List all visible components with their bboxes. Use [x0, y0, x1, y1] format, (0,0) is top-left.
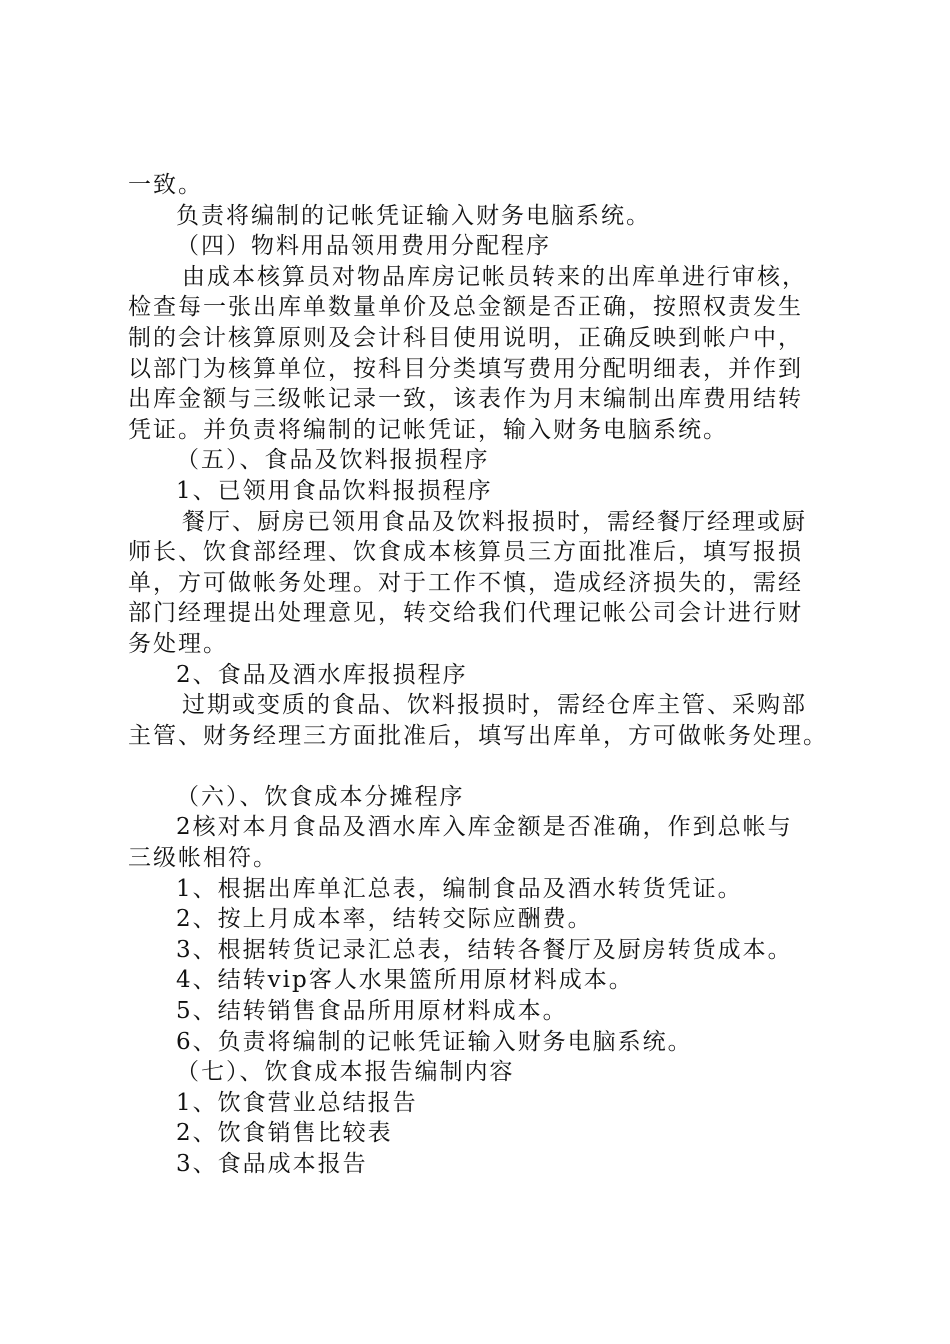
- list-item: 3、食品成本报告: [176, 1151, 368, 1177]
- list-item: 1、饮食营业总结报告: [176, 1089, 418, 1116]
- paragraph-line: 主管、财务经理三方面批准后，填写出库单，方可做帐务处理。: [128, 722, 828, 749]
- paragraph-line: 2核对本月食品及酒水库入库金额是否准确，作到总帐与: [176, 814, 793, 841]
- list-item: 1、根据出库单汇总表，编制食品及酒水转货凭证。: [176, 875, 743, 902]
- paragraph-line: 负责将编制的记帐凭证输入财务电脑系统。: [176, 202, 651, 229]
- paragraph-line: 务处理。: [128, 630, 228, 657]
- list-item: 3、根据转货记录汇总表，结转各餐厅及厨房转货成本。: [176, 936, 793, 963]
- paragraph-line: 餐厅、厨房已领用食品及饮料报损时，需经餐厅经理或厨: [182, 508, 807, 535]
- paragraph-line: 由成本核算员对物品库房记帐员转来的出库单进行审核，: [182, 263, 807, 290]
- paragraph-line: 凭证。并负责将编制的记帐凭证，输入财务电脑系统。: [128, 416, 728, 443]
- list-item: 2、饮食销售比较表: [176, 1120, 393, 1147]
- paragraph-line: 检查每一张出库单数量单价及总金额是否正确，按照权责发生: [128, 294, 803, 321]
- section-heading: （四）物料用品领用费用分配程序: [176, 233, 551, 260]
- list-item: 2、按上月成本率，结转交际应酬费。: [176, 906, 593, 933]
- paragraph-line: 过期或变质的食品、饮料报损时，需经仓库主管、采购部: [182, 692, 807, 719]
- paragraph-line: 一致。: [128, 172, 203, 198]
- list-item: 4、结转vip客人水果篮所用原材料成本。: [176, 967, 634, 994]
- paragraph-line: 制的会计核算原则及会计科目使用说明，正确反映到帐户中，: [128, 324, 803, 351]
- paragraph-line: 三级帐相符。: [128, 845, 278, 872]
- paragraph-line: 单，方可做帐务处理。对于工作不慎，造成经济损失的，需经: [128, 569, 803, 596]
- paragraph-line: 师长、饮食部经理、饮食成本核算员三方面批准后，填写报损: [128, 539, 803, 566]
- section-heading: （七）、饮食成本报告编制内容: [176, 1059, 515, 1086]
- list-item: 6、负责将编制的记帐凭证输入财务电脑系统。: [176, 1028, 693, 1055]
- paragraph-line: 部门经理提出处理意见，转交给我们代理记帐公司会计进行财: [128, 600, 803, 627]
- document-body: [128, 170, 838, 1180]
- subsection-heading: 1、已领用食品饮料报损程序: [176, 477, 493, 504]
- paragraph-gap: [128, 751, 838, 782]
- subsection-heading: 2、食品及酒水库报损程序: [176, 661, 468, 688]
- section-heading: （六）、饮食成本分摊程序: [176, 783, 465, 810]
- list-item: 5、结转销售食品所用原材料成本。: [176, 998, 568, 1025]
- paragraph-line: 出库金额与三级帐记录一致，该表作为月末编制出库费用结转: [128, 386, 803, 413]
- section-heading: （五）、食品及饮料报损程序: [176, 447, 490, 474]
- paragraph-line: 以部门为核算单位，按科目分类填写费用分配明细表，并作到: [128, 355, 803, 382]
